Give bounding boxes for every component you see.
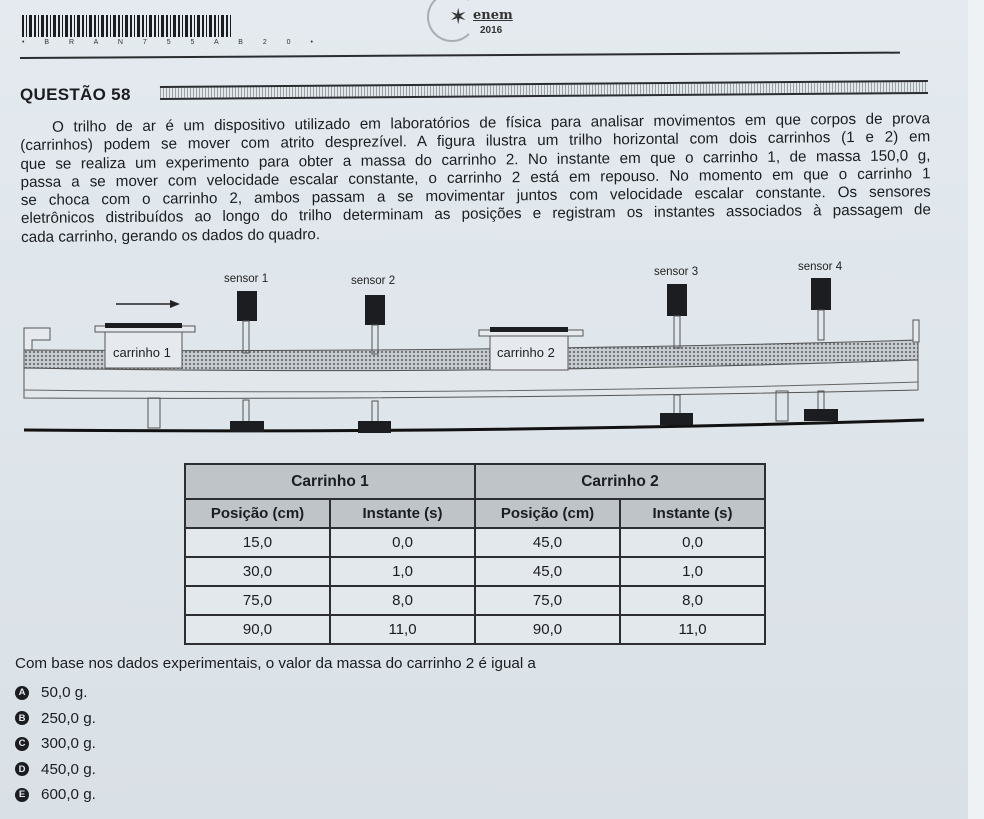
paragraph-line: que se realiza um experimento para obter a massa do carrinho 2. No instante em que o carrinho 1, de massa 150,0 g,: [20, 146, 931, 173]
option-text: 50,0 g.: [41, 684, 88, 702]
table-cell: 75,0: [185, 586, 330, 615]
option-a[interactable]: [15, 680, 96, 706]
data-table: [184, 463, 766, 645]
table-group-header: [185, 464, 765, 499]
sensor-1-label: sensor 1: [224, 273, 269, 285]
sensor-3-label: sensor 3: [654, 266, 699, 278]
table-cell: 11,0: [330, 615, 475, 644]
column-header: Instante (s): [330, 499, 475, 528]
option-text: 600,0 g.: [41, 786, 96, 804]
option-text: 300,0 g.: [41, 735, 96, 753]
barcode-text: • B R A N 7 5 5 A B 2 0 •: [22, 39, 322, 46]
table-row: [185, 586, 765, 615]
barcode: [22, 15, 232, 37]
table-cell: 0,0: [330, 528, 475, 557]
table-cell: 75,0: [475, 586, 620, 615]
cart-2-label: carrinho 2: [497, 345, 555, 360]
table-column-header: [185, 499, 765, 528]
table-cell: 45,0: [475, 528, 620, 557]
option-letter-icon: A: [15, 686, 29, 700]
option-c[interactable]: [15, 731, 96, 757]
table-cell: 90,0: [475, 615, 620, 644]
column-header: Instante (s): [620, 499, 765, 528]
paragraph-line: eletrônicos distribuídos ao longo do trilho determinam as posições e registram os instantes associados à passagem de: [20, 201, 931, 228]
logo-word: enem: [473, 8, 513, 23]
group-cart-2: Carrinho 2: [475, 464, 765, 499]
paragraph-line: se choca com o carrinho 2, ambos passam a se movimentar juntos com velocidade escalar constante. Os sensores: [20, 183, 931, 210]
group-cart-1: Carrinho 1: [185, 464, 475, 499]
paragraph-line: (carrinhos) podem se mover com atrito desprezível. A figura ilustra um trilho horizontal com dois carrinhos (1 e 2) em: [20, 128, 931, 155]
page-edge: [968, 0, 984, 819]
logo-year: 2016: [480, 25, 503, 36]
option-d[interactable]: [15, 757, 96, 783]
option-letter-icon: C: [15, 737, 29, 751]
table-cell: 45,0: [475, 557, 620, 586]
option-text: 450,0 g.: [41, 760, 96, 778]
option-letter-icon: B: [15, 711, 29, 725]
table-cell: 11,0: [620, 615, 765, 644]
question-title: QUESTÃO 58: [20, 85, 131, 104]
question-paragraph: [20, 110, 931, 247]
table-row: [185, 615, 765, 644]
paragraph-line: cada carrinho, gerando os dados do quadro.: [21, 225, 321, 246]
option-letter-icon: E: [15, 788, 29, 802]
option-letter-icon: D: [15, 762, 29, 776]
table-cell: 1,0: [620, 557, 765, 586]
table-cell: 1,0: [330, 557, 475, 586]
option-text: 250,0 g.: [41, 709, 96, 727]
table-cell: 15,0: [185, 528, 330, 557]
table-row: [185, 528, 765, 557]
table-cell: 8,0: [330, 586, 475, 615]
table-cell: 0,0: [620, 528, 765, 557]
answer-options: [15, 680, 96, 808]
air-track-figure: [20, 258, 940, 438]
table-cell: 90,0: [185, 615, 330, 644]
sensor-4-label: sensor 4: [798, 261, 843, 273]
question-prompt: Com base nos dados experimentais, o valor da massa do carrinho 2 é igual a: [15, 655, 536, 672]
sensor-2-label: sensor 2: [351, 275, 396, 287]
table-row: [185, 557, 765, 586]
column-header: Posição (cm): [185, 499, 330, 528]
option-b[interactable]: [15, 706, 96, 732]
question-title-band: [160, 80, 928, 100]
option-e[interactable]: [15, 782, 96, 808]
paragraph-line: passa a se mover com velocidade escalar constante, o carrinho 2 está em repouso. No momento em que o carrinho 1: [20, 165, 931, 191]
logo-star-icon: ✶: [449, 4, 468, 29]
column-header: Posição (cm): [475, 499, 620, 528]
header-divider: [20, 52, 900, 59]
right-arrow-icon: [170, 300, 180, 308]
table-cell: 8,0: [620, 586, 765, 615]
table-cell: 30,0: [185, 557, 330, 586]
paragraph-line: O trilho de ar é um dispositivo utilizado em laboratórios de física para analisar movimentos em que corpos de prova: [51, 110, 931, 136]
enem-logo: [425, 0, 535, 48]
cart-1-label: carrinho 1: [113, 345, 171, 360]
